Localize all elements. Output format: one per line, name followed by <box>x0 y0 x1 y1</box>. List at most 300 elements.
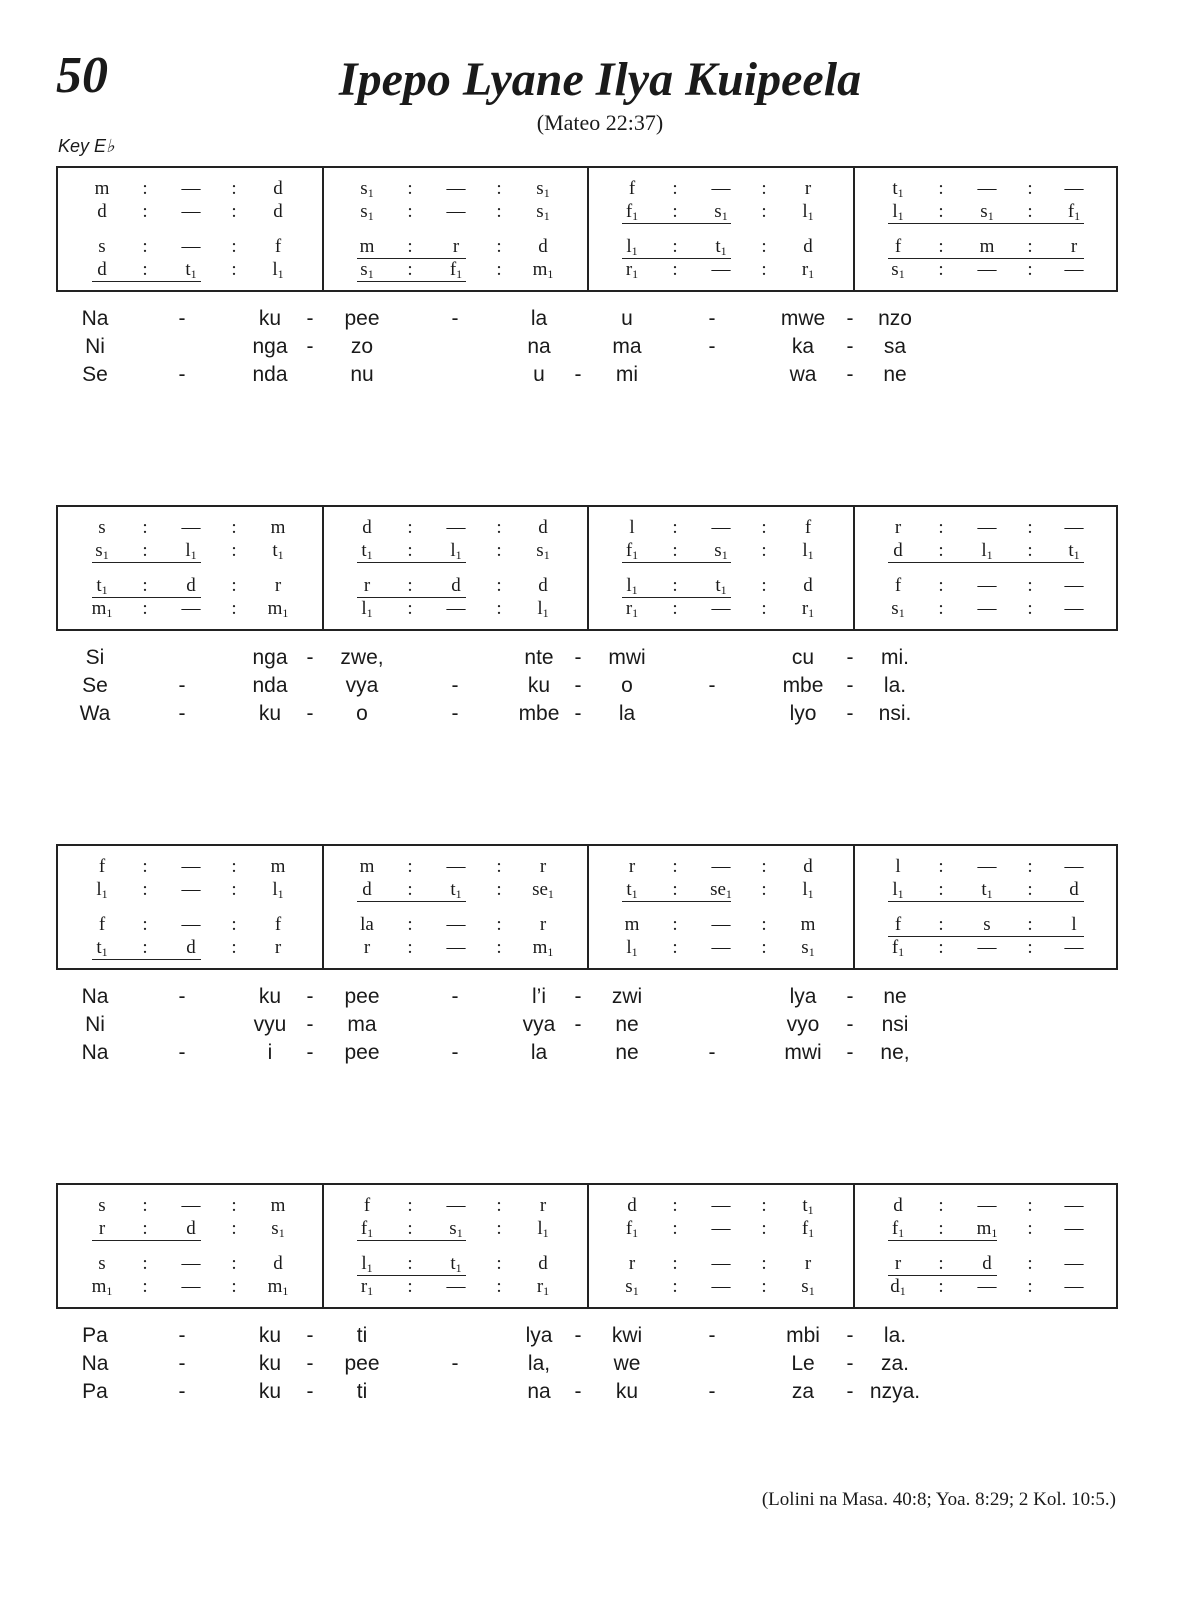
solfa-note: $f_1$ <box>801 1218 815 1240</box>
solfa-note: f <box>98 914 106 935</box>
lyric-syllable: nzya. <box>869 1380 921 1403</box>
solfa-note: $t_1$ <box>361 540 373 562</box>
lyric-syllable: ne, <box>880 1041 910 1064</box>
lyric-hyphen: - <box>178 1041 186 1064</box>
solfa-note: $l_1$ <box>185 540 197 562</box>
solfa-note: $m_1$ <box>91 1276 113 1298</box>
lyric-syllable: na <box>527 335 551 358</box>
lyric-syllable: ne <box>615 1041 639 1064</box>
lyric-hyphen: - <box>846 1324 854 1347</box>
solfa-note: : <box>142 914 148 935</box>
lyric-hyphen: - <box>178 702 186 725</box>
lyric-syllable: ku <box>258 307 282 330</box>
octave-mark: 1 <box>101 583 108 597</box>
octave-mark: 1 <box>632 1226 639 1240</box>
lyric-hyphen: - <box>451 702 459 725</box>
solfa-note: : <box>761 259 767 280</box>
octave-mark: 1 <box>897 186 904 200</box>
solfa-note: $t_1$ <box>272 540 284 562</box>
solfa-note: : <box>142 259 148 280</box>
solfa-note: $se_1$ <box>710 879 732 901</box>
solfa-note: — <box>181 236 201 257</box>
solfa-note: : <box>496 856 502 877</box>
solfa-note: — <box>977 1195 997 1216</box>
solfa-note: : <box>761 575 767 596</box>
solfa-note: $r_1$ <box>625 259 639 281</box>
lyric-syllable: ti <box>356 1324 368 1347</box>
octave-mark: 1 <box>720 583 727 597</box>
octave-mark: 1 <box>190 267 197 281</box>
lyric-syllable: lyo <box>789 702 817 725</box>
solfa-note: — <box>446 598 466 619</box>
lyric-syllable: nga <box>252 335 288 358</box>
lyric-syllable: la. <box>883 1324 907 1347</box>
lyric-syllable: pee <box>344 985 380 1008</box>
solfa-note: $f_1$ <box>1067 201 1081 223</box>
solfa-note: m <box>94 178 110 199</box>
solfa-note: d <box>538 1253 548 1274</box>
solfa-note: $f_1$ <box>449 259 463 281</box>
solfa-note: $s_1$ <box>801 937 815 959</box>
solfa-note: $m_1$ <box>91 598 113 620</box>
octave-mark: 1 <box>721 548 728 562</box>
octave-mark: 1 <box>808 267 815 281</box>
lyric-syllable: la. <box>883 674 907 697</box>
barline <box>853 846 855 968</box>
lyric-syllable: cu <box>791 646 815 669</box>
solfa-note: r <box>539 856 547 877</box>
solfa-note: $t_1$ <box>450 1253 462 1275</box>
barline <box>587 507 589 629</box>
solfa-note: : <box>672 1276 678 1297</box>
lyric-syllable: ma <box>612 335 642 358</box>
lyric-syllable: ku <box>258 1324 282 1347</box>
solfa-note: : <box>672 937 678 958</box>
solfa-note: — <box>977 259 997 280</box>
lyric-syllable: i <box>267 1041 273 1064</box>
octave-mark: 1 <box>720 244 727 258</box>
solfa-note: : <box>672 1253 678 1274</box>
octave-mark: 1 <box>991 1226 998 1240</box>
lyric-syllable: kwi <box>611 1324 643 1347</box>
solfa-note: $f_1$ <box>891 937 905 959</box>
solfa-note: $f_1$ <box>625 1218 639 1240</box>
lyric-syllable: la <box>530 1041 548 1064</box>
solfa-note: $l_1$ <box>272 879 284 901</box>
octave-mark: 1 <box>277 887 284 901</box>
solfa-note: — <box>711 1276 731 1297</box>
lyric-syllable: nu <box>350 363 374 386</box>
solfa-note: : <box>496 598 502 619</box>
solfa-note: — <box>711 178 731 199</box>
solfa-note: r <box>274 937 282 958</box>
solfa-note: : <box>1027 1276 1033 1297</box>
lyric-syllable: ku <box>258 1380 282 1403</box>
solfa-note: la <box>360 914 374 935</box>
solfa-note: $l_1$ <box>272 259 284 281</box>
solfa-note: : <box>407 1276 413 1297</box>
solfa-note: $t_1$ <box>185 259 197 281</box>
solfa-note: d <box>803 236 813 257</box>
lyric-hyphen: - <box>708 335 716 358</box>
solfa-note: $f_1$ <box>360 1218 374 1240</box>
octave-mark: 1 <box>543 209 550 223</box>
solfa-note: : <box>407 236 413 257</box>
barline <box>322 1185 324 1307</box>
lyric-syllable: Pa <box>82 1324 108 1347</box>
lyric-syllable: mi <box>615 363 639 386</box>
solfa-note: $s_1$ <box>801 1276 815 1298</box>
solfa-note: : <box>407 540 413 561</box>
octave-mark: 1 <box>899 1284 906 1298</box>
lyric-syllable: ne <box>883 985 907 1008</box>
beat-underline <box>92 281 201 282</box>
octave-mark: 1 <box>542 1226 549 1240</box>
beat-underline <box>888 562 1084 563</box>
lyric-hyphen: - <box>306 702 314 725</box>
lyric-syllable: ku <box>258 985 282 1008</box>
solfa-note: $l_1$ <box>892 201 904 223</box>
solfa-note: — <box>1064 575 1084 596</box>
solfa-note: : <box>672 856 678 877</box>
solfa-note: m <box>270 517 286 538</box>
solfa-note: $t_1$ <box>626 879 638 901</box>
lyric-hyphen: - <box>178 1352 186 1375</box>
solfa-note: : <box>231 540 237 561</box>
solfa-note: r <box>628 1253 636 1274</box>
solfa-note: — <box>446 1276 466 1297</box>
lyric-hyphen: - <box>708 1324 716 1347</box>
solfa-note: d <box>803 575 813 596</box>
solfa-note: — <box>711 259 731 280</box>
lyric-syllable: nsi. <box>878 702 912 725</box>
solfa-note: d <box>186 1218 196 1239</box>
solfa-note: — <box>181 178 201 199</box>
solfa-note: : <box>1027 914 1033 935</box>
solfa-note: r <box>363 937 371 958</box>
solfa-note: : <box>231 575 237 596</box>
solfa-note: : <box>407 1218 413 1239</box>
octave-mark: 1 <box>808 1226 815 1240</box>
beat-underline <box>357 1240 466 1241</box>
solfa-note: : <box>938 914 944 935</box>
solfa-note: d <box>362 517 372 538</box>
solfa-note: l <box>1071 914 1077 935</box>
solfa-note: d <box>186 937 196 958</box>
solfa-note: : <box>496 1195 502 1216</box>
solfa-note: : <box>938 1253 944 1274</box>
barline <box>322 846 324 968</box>
solfa-note: : <box>496 937 502 958</box>
lyric-syllable: pee <box>344 1352 380 1375</box>
lyric-syllable: lya <box>789 985 817 1008</box>
barline <box>853 168 855 290</box>
solfa-note: : <box>761 1218 767 1239</box>
solfa-note: : <box>496 1276 502 1297</box>
solfa-note: r <box>804 178 812 199</box>
solfa-note: : <box>1027 1218 1033 1239</box>
solfa-note: : <box>142 879 148 900</box>
solfa-note: — <box>1064 259 1084 280</box>
solfa-note: : <box>407 1195 413 1216</box>
solfa-note: : <box>761 1253 767 1274</box>
solfa-note: f <box>274 914 282 935</box>
beat-underline <box>622 223 731 224</box>
solfa-note: $d_1$ <box>890 1276 906 1298</box>
solfa-note: : <box>672 914 678 935</box>
solfa-note: : <box>938 575 944 596</box>
solfa-note: $s_1$ <box>271 1218 285 1240</box>
octave-mark: 1 <box>102 548 109 562</box>
solfa-note: f <box>628 178 636 199</box>
lyric-syllable: Na <box>81 1352 109 1375</box>
lyric-syllable: Si <box>85 646 105 669</box>
solfa-note: f <box>363 1195 371 1216</box>
solfa-note: s <box>98 517 106 538</box>
solfa-note: : <box>142 1276 148 1297</box>
octave-mark: 1 <box>455 548 462 562</box>
solfa-note: : <box>761 937 767 958</box>
lyric-syllable: nga <box>252 646 288 669</box>
solfa-note: — <box>711 1218 731 1239</box>
lyric-syllable: Se <box>82 674 108 697</box>
solfa-note: — <box>446 178 466 199</box>
octave-mark: 1 <box>106 1284 113 1298</box>
solfa-note: $f_1$ <box>891 1218 905 1240</box>
solfa-note: : <box>142 540 148 561</box>
lyric-hyphen: - <box>574 674 582 697</box>
lyric-hyphen: - <box>846 1013 854 1036</box>
lyric-hyphen: - <box>846 985 854 1008</box>
lyric-syllable: u <box>533 363 545 386</box>
staff-system <box>56 166 1118 292</box>
solfa-note: — <box>977 937 997 958</box>
solfa-note: : <box>407 575 413 596</box>
lyric-hyphen: - <box>178 1324 186 1347</box>
solfa-note: d <box>273 178 283 199</box>
lyric-syllable: zwe, <box>340 646 384 669</box>
beat-underline <box>92 562 201 563</box>
beat-underline <box>622 901 731 902</box>
solfa-note: f <box>894 914 902 935</box>
solfa-note: $r_1$ <box>625 598 639 620</box>
solfa-note: : <box>407 201 413 222</box>
solfa-note: $s_1$ <box>980 201 994 223</box>
lyric-syllable: we <box>613 1352 641 1375</box>
lyric-syllable: Se <box>82 363 108 386</box>
solfa-note: : <box>938 540 944 561</box>
solfa-note: : <box>938 937 944 958</box>
solfa-note: $m_1$ <box>267 1276 289 1298</box>
lyric-syllable: vya <box>522 1013 556 1036</box>
lyric-syllable: nsi <box>881 1013 909 1036</box>
lyric-syllable: vyo <box>786 1013 820 1036</box>
lyric-hyphen: - <box>846 1352 854 1375</box>
octave-mark: 1 <box>106 606 113 620</box>
solfa-note: $l_1$ <box>626 937 638 959</box>
solfa-note: — <box>446 856 466 877</box>
beat-underline <box>92 1240 201 1241</box>
lyric-hyphen: - <box>846 674 854 697</box>
solfa-note: : <box>672 598 678 619</box>
lyric-hyphen: - <box>178 674 186 697</box>
solfa-note: : <box>142 937 148 958</box>
solfa-note: : <box>938 1218 944 1239</box>
solfa-note: : <box>142 178 148 199</box>
beat-underline <box>357 562 466 563</box>
solfa-note: r <box>894 517 902 538</box>
octave-mark: 1 <box>808 945 815 959</box>
solfa-note: — <box>181 598 201 619</box>
octave-mark: 1 <box>986 887 993 901</box>
lyric-syllable: la <box>530 307 548 330</box>
solfa-note: $s_1$ <box>714 201 728 223</box>
solfa-note: : <box>407 517 413 538</box>
lyric-hyphen: - <box>574 363 582 386</box>
lyric-syllable: la <box>618 702 636 725</box>
solfa-note: m <box>270 1195 286 1216</box>
solfa-note: d <box>186 575 196 596</box>
barline <box>853 507 855 629</box>
barline <box>587 1185 589 1307</box>
octave-mark: 1 <box>455 887 462 901</box>
solfa-note: $l_1$ <box>802 879 814 901</box>
solfa-note: r <box>539 1195 547 1216</box>
octave-mark: 1 <box>547 267 554 281</box>
lyric-syllable: mbe <box>782 674 824 697</box>
lyric-syllable: Na <box>81 307 109 330</box>
solfa-note: : <box>672 1218 678 1239</box>
lyric-syllable: ne <box>883 363 907 386</box>
octave-mark: 1 <box>366 548 373 562</box>
solfa-note: — <box>1064 598 1084 619</box>
solfa-note: $r_1$ <box>801 598 815 620</box>
solfa-note: — <box>711 1253 731 1274</box>
octave-mark: 1 <box>632 606 639 620</box>
solfa-note: : <box>761 517 767 538</box>
solfa-note: $l_1$ <box>537 598 549 620</box>
solfa-note: d <box>538 517 548 538</box>
solfa-note: — <box>446 517 466 538</box>
solfa-note: : <box>407 259 413 280</box>
lyric-syllable: wa <box>789 363 817 386</box>
octave-mark: 1 <box>807 887 814 901</box>
solfa-note: $s_1$ <box>360 201 374 223</box>
solfa-note: — <box>1064 1218 1084 1239</box>
solfa-note: — <box>977 178 997 199</box>
solfa-note: : <box>672 178 678 199</box>
solfa-note: : <box>672 1195 678 1216</box>
solfa-note: — <box>977 517 997 538</box>
solfa-note: — <box>181 914 201 935</box>
octave-mark: 1 <box>547 887 554 901</box>
lyric-hyphen: - <box>306 1041 314 1064</box>
octave-mark: 1 <box>807 548 814 562</box>
solfa-note: d <box>97 201 107 222</box>
solfa-note: r <box>804 1253 812 1274</box>
solfa-note: : <box>142 201 148 222</box>
lyric-syllable: o <box>356 702 368 725</box>
solfa-note: $l_1$ <box>802 201 814 223</box>
lyric-hyphen: - <box>306 1013 314 1036</box>
hymn-title: Ipepo Lyane Ilya Kuipeela <box>338 53 862 106</box>
solfa-note: : <box>761 1276 767 1297</box>
beat-underline <box>888 223 1084 224</box>
octave-mark: 1 <box>898 267 905 281</box>
barline <box>587 846 589 968</box>
solfa-note: : <box>496 540 502 561</box>
solfa-note: — <box>181 201 201 222</box>
lyric-hyphen: - <box>846 363 854 386</box>
solfa-note: m <box>800 914 816 935</box>
solfa-note: — <box>977 598 997 619</box>
lyric-syllable: mwi <box>784 1041 822 1064</box>
solfa-note: r <box>98 1218 106 1239</box>
octave-mark: 1 <box>897 209 904 223</box>
solfa-note: $l_1$ <box>361 598 373 620</box>
lyric-syllable: mwi <box>608 646 646 669</box>
solfa-note: $s_1$ <box>891 598 905 620</box>
solfa-note: l <box>629 517 635 538</box>
solfa-note: l <box>895 856 901 877</box>
octave-mark: 1 <box>898 1226 905 1240</box>
solfa-note: r <box>628 856 636 877</box>
solfa-note: : <box>672 517 678 538</box>
solfa-note: f <box>804 517 812 538</box>
solfa-note: : <box>1027 201 1033 222</box>
solfa-note: : <box>231 937 237 958</box>
solfa-note: : <box>231 1276 237 1297</box>
octave-mark: 1 <box>632 267 639 281</box>
octave-mark: 1 <box>898 606 905 620</box>
solfa-note: : <box>672 879 678 900</box>
solfa-note: : <box>938 178 944 199</box>
solfa-note: — <box>711 598 731 619</box>
lyric-hyphen: - <box>574 985 582 1008</box>
octave-mark: 1 <box>543 186 550 200</box>
solfa-note: : <box>672 259 678 280</box>
solfa-note: r <box>452 236 460 257</box>
solfa-note: : <box>1027 1253 1033 1274</box>
solfa-note: : <box>672 575 678 596</box>
solfa-note: : <box>496 517 502 538</box>
solfa-note: $s_1$ <box>95 540 109 562</box>
solfa-note: — <box>711 517 731 538</box>
lyric-hyphen: - <box>574 1380 582 1403</box>
lyric-syllable: Le <box>791 1352 815 1375</box>
solfa-note: d <box>893 540 903 561</box>
solfa-note: $t_1$ <box>96 937 108 959</box>
lyric-hyphen: - <box>306 307 314 330</box>
octave-mark: 1 <box>721 209 728 223</box>
solfa-note: $s_1$ <box>891 259 905 281</box>
octave-mark: 1 <box>101 887 108 901</box>
solfa-note: s <box>98 1195 106 1216</box>
solfa-note: m <box>270 856 286 877</box>
lyric-hyphen: - <box>846 335 854 358</box>
octave-mark: 1 <box>632 1284 639 1298</box>
solfa-note: $m_1$ <box>976 1218 998 1240</box>
lyric-hyphen: - <box>574 702 582 725</box>
octave-mark: 1 <box>1073 548 1080 562</box>
solfa-note: $s_1$ <box>360 259 374 281</box>
solfa-note: : <box>938 879 944 900</box>
lyric-hyphen: - <box>306 1324 314 1347</box>
staff-system <box>56 844 1118 970</box>
lyric-hyphen: - <box>178 363 186 386</box>
solfa-note: r <box>1070 236 1078 257</box>
lyric-syllable: Na <box>81 985 109 1008</box>
